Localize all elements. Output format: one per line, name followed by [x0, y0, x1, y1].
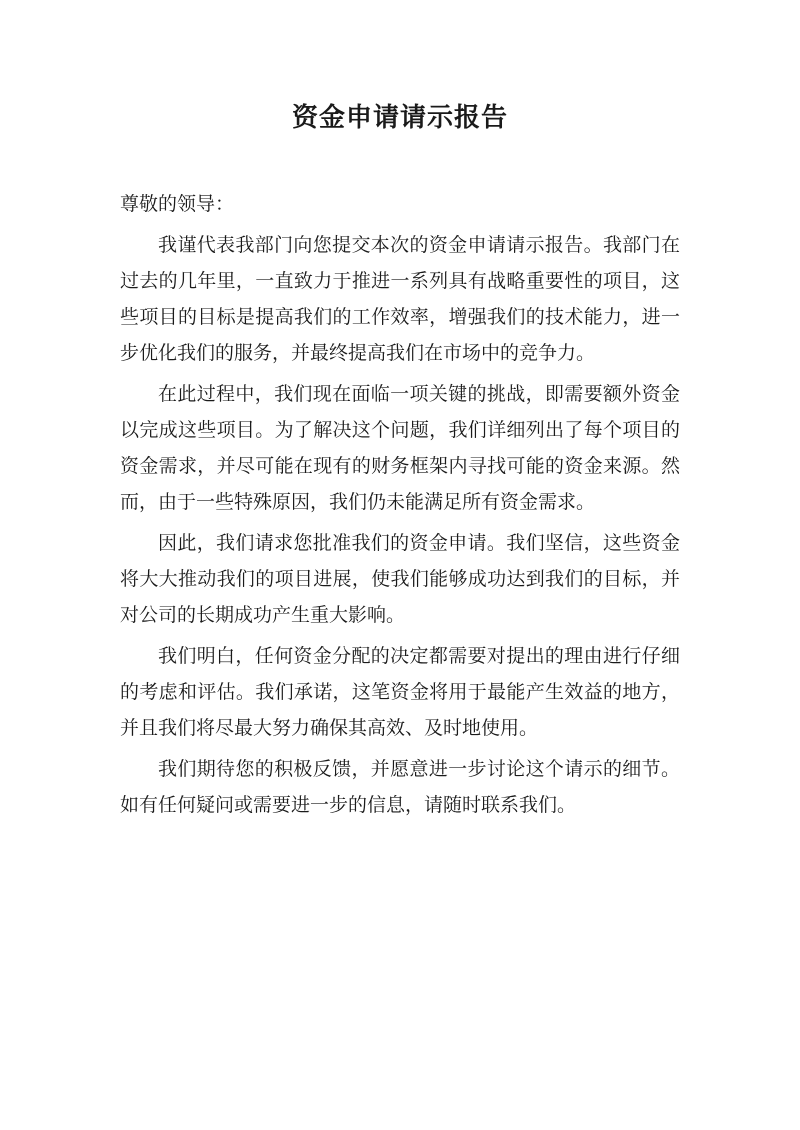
salutation: 尊敬的领导：	[120, 193, 235, 215]
paragraph-4: 我们明白，任何资金分配的决定都需要对提出的理由进行仔细的考虑和评估。我们承诺，这笔资金将用于最能产生效益的地方，并且我们将尽最大努力确保其高效、及时地使用。	[120, 645, 680, 739]
document-body	[120, 186, 680, 828]
paragraph-3: 因此，我们请求您批准我们的资金申请。我们坚信，这些资金将大大推动我们的项目进展，使我们能够成功达到我们的目标，并对公司的长期成功产生重大影响。	[120, 532, 680, 626]
paragraph-2: 在此过程中，我们现在面临一项关键的挑战，即需要额外资金以完成这些项目。为了解决这个问题，我们详细列出了每个项目的资金需求，并尽可能在现有的财务框架内寻找可能的资金来源。然而，由于一些特殊原因，我们仍未能满足所有资金需求。	[120, 383, 680, 513]
paragraph-1: 我谨代表我部门向您提交本次的资金申请请示报告。我部门在过去的几年里，一直致力于推进一系列具有战略重要性的项目，这些项目的目标是提高我们的工作效率，增强我们的技术能力，进一步优化我们的服务，并最终提高我们在市场中的竞争力。	[120, 234, 680, 364]
document-title: 资金申请请示报告	[291, 103, 508, 133]
paragraph-5: 我们期待您的积极反馈，并愿意进一步讨论这个请示的细节。如有任何疑问或需要进一步的信息，请随时联系我们。	[120, 758, 680, 816]
